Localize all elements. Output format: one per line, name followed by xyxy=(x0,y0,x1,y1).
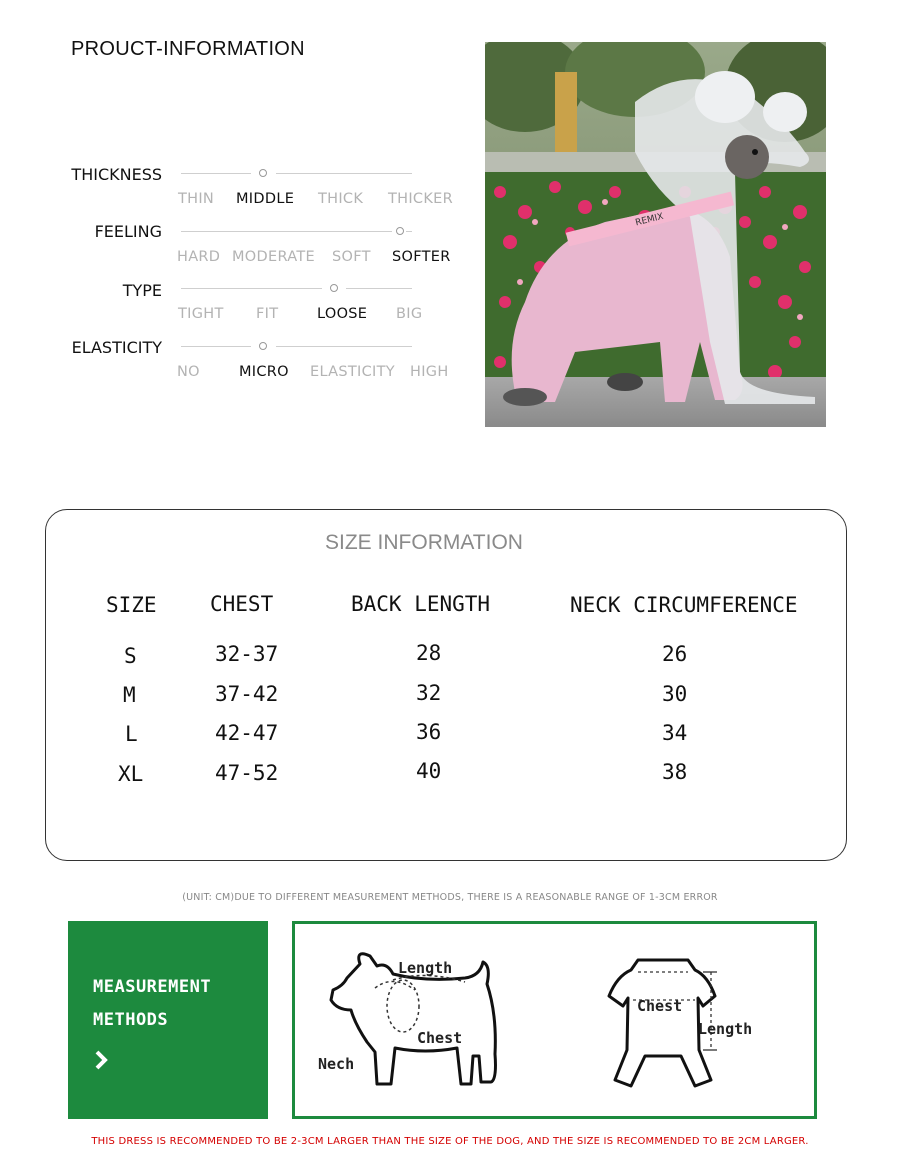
size-info-title: SIZE INFORMATION xyxy=(325,531,523,554)
attr-label-thickness: THICKNESS xyxy=(71,165,162,184)
option-thicker: THICKER xyxy=(388,191,454,207)
chevron-right-icon xyxy=(93,1049,115,1075)
option-thick: THICK xyxy=(318,191,364,207)
option-no: NO xyxy=(177,364,200,380)
scale-line xyxy=(276,173,412,174)
size-info-panel xyxy=(45,509,847,861)
cell-chest: 47-52 xyxy=(215,761,279,785)
option-micro: MICRO xyxy=(239,364,289,380)
option-tight: TIGHT xyxy=(178,306,224,322)
garment-chest-label: Chest xyxy=(637,997,683,1015)
cell-chest: 42-47 xyxy=(215,721,279,745)
scale-marker xyxy=(396,227,404,235)
option-thin: THIN xyxy=(178,191,215,207)
cell-neck: 30 xyxy=(662,682,688,706)
scale-marker xyxy=(259,169,267,177)
header-chest: CHEST xyxy=(210,592,274,616)
cell-size: S xyxy=(124,644,137,668)
option-elasticity: ELASTICITY xyxy=(310,364,395,380)
option-softer: SOFTER xyxy=(392,249,451,265)
dog-raincoat-photo xyxy=(485,42,826,427)
footer-recommendation: THIS DRESS IS RECOMMENDED TO BE 2-3CM LARGER THAN THE SIZE OF THE DOG, AND THE SIZE IS RECOMMENDED TO BE 2CM LARGER. xyxy=(91,1136,809,1147)
cell-size: XL xyxy=(118,762,144,786)
option-soft: SOFT xyxy=(332,249,371,265)
dog-neck-label: Nech xyxy=(318,1055,355,1073)
scale-marker xyxy=(259,342,267,350)
cell-size: M xyxy=(123,683,136,707)
option-big: BIG xyxy=(396,306,423,322)
cell-neck: 34 xyxy=(662,721,688,745)
option-middle: MIDDLE xyxy=(236,191,295,207)
cell-neck: 26 xyxy=(662,642,688,666)
scale-marker xyxy=(330,284,338,292)
unit-note: (UNIT: CM)DUE TO DIFFERENT MEASUREMENT METHODS, THERE IS A REASONABLE RANGE OF 1-3CM ERROR xyxy=(182,892,718,903)
cell-size: L xyxy=(125,722,138,746)
scale-line xyxy=(181,173,251,174)
scale-line xyxy=(346,288,412,289)
option-fit: FIT xyxy=(256,306,279,322)
header-back-length: BACK LENGTH xyxy=(351,592,491,616)
measurement-title-line2: METHODS xyxy=(93,1010,169,1030)
product-photo xyxy=(485,42,826,427)
garment-length-label: Length xyxy=(698,1020,753,1038)
cell-back-length: 36 xyxy=(416,720,442,744)
dog-length-label: Length xyxy=(398,959,453,977)
scale-line xyxy=(181,231,392,232)
scale-line xyxy=(181,346,251,347)
option-loose: LOOSE xyxy=(317,306,368,322)
cell-chest: 32-37 xyxy=(215,642,279,666)
measurement-methods-title xyxy=(93,971,211,1037)
strap-text: REMIX xyxy=(634,211,665,229)
cell-back-length: 28 xyxy=(416,641,442,665)
option-high: HIGH xyxy=(410,364,449,380)
cell-back-length: 40 xyxy=(416,759,442,783)
attr-label-type: TYPE xyxy=(122,281,162,300)
option-moderate: MODERATE xyxy=(232,249,315,265)
scale-line xyxy=(276,346,412,347)
product-info-title: PROUCT-INFORMATION xyxy=(71,38,305,60)
cell-neck: 38 xyxy=(662,760,688,784)
attr-label-elasticity: ELASTICITY xyxy=(71,338,162,357)
attr-label-feeling: FEELING xyxy=(94,222,162,241)
dog-chest-label: Chest xyxy=(417,1029,463,1047)
header-size: SIZE xyxy=(106,593,157,617)
cell-chest: 37-42 xyxy=(215,682,279,706)
scale-line xyxy=(406,231,412,232)
option-hard: HARD xyxy=(177,249,221,265)
scale-line xyxy=(181,288,322,289)
measurement-title-line1: MEASUREMENT xyxy=(93,977,212,997)
measurement-diagram xyxy=(292,921,817,1119)
header-neck-circumference: NECK CIRCUMFERENCE xyxy=(570,593,798,617)
cell-back-length: 32 xyxy=(416,681,442,705)
